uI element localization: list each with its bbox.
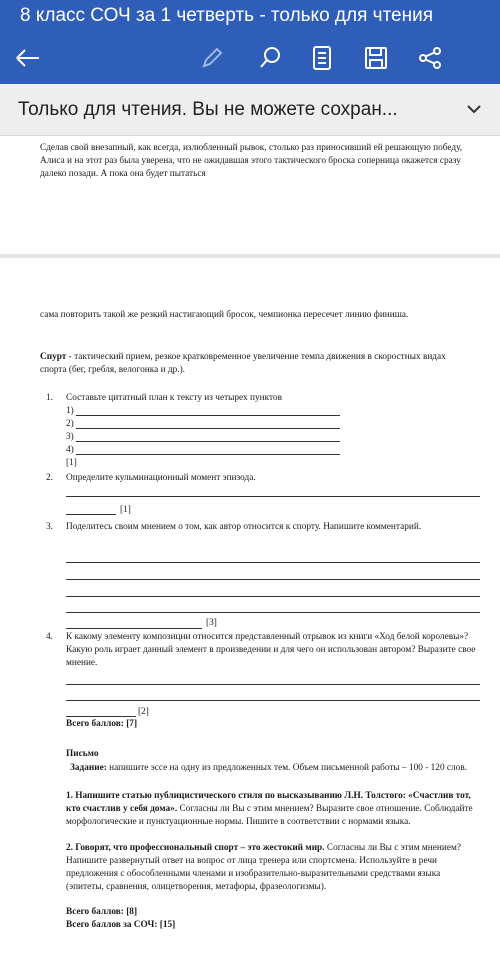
app-toolbar xyxy=(0,32,500,84)
topic-1-heading: 1. Напишите статью публицистического стиля по высказыванию Л.Н. Толстого: «Счастлив тот, кто счастлив у себя дома». xyxy=(66,791,471,814)
writing-task xyxy=(66,762,480,775)
reader-view-icon[interactable] xyxy=(306,42,338,74)
document-page-1 xyxy=(0,136,500,254)
window-title-bar xyxy=(0,0,500,32)
document-page-2 xyxy=(0,258,500,971)
answer-line[interactable] xyxy=(76,415,340,416)
window-title: 8 класс СОЧ за 1 четверть - только для чтения xyxy=(20,5,434,26)
question-1-score: [1] xyxy=(66,458,77,468)
question-3-score: [3] xyxy=(206,618,217,628)
answer-line[interactable] xyxy=(66,579,480,580)
plan-item-1: 1) xyxy=(66,406,74,416)
question-4-number: 4. xyxy=(46,632,53,642)
chevron-down-icon[interactable] xyxy=(464,99,484,125)
back-arrow-icon[interactable] xyxy=(12,42,44,74)
story-continuation: сама повторить такой же резкий настигающий бросок, чемпионка пересечет линию финиша. xyxy=(40,310,409,320)
share-icon[interactable] xyxy=(414,42,446,74)
term-word: Спурт xyxy=(40,352,67,362)
question-3-number: 3. xyxy=(46,522,53,532)
pencil-icon[interactable] xyxy=(196,42,228,74)
answer-line[interactable] xyxy=(66,716,136,717)
answer-line[interactable] xyxy=(66,562,480,563)
topic-2-instructions: Согласны ли Вы с этим мнением? Напишите развернутый ответ на вопрос от лица тренера или спортсмена. Используйте в речи предложения с обособленными членами и изобразительно-выразительными средствами языка (эпитеты, сравнения, олицетворения, метафоры, фразеологизмы). xyxy=(66,843,461,892)
answer-line[interactable] xyxy=(66,596,480,597)
reading-total-score: Всего баллов: [7] xyxy=(66,719,138,729)
essay-topic-1 xyxy=(66,790,480,829)
question-2-score: [1] xyxy=(120,505,131,515)
answer-line[interactable] xyxy=(66,628,202,629)
read-only-banner[interactable] xyxy=(0,84,500,136)
question-2-number: 2. xyxy=(46,473,53,483)
question-4-score: [2] xyxy=(138,707,149,717)
save-icon[interactable] xyxy=(360,42,392,74)
search-icon[interactable] xyxy=(254,42,286,74)
plan-item-3: 3) xyxy=(66,432,74,442)
question-1-number: 1. xyxy=(46,393,53,403)
term-definition-text: - тактический прием, резкое кратковременное увеличение темпа движения в скоростных видах спорта (бег, гребля, велогонка и др.). xyxy=(40,352,446,375)
read-only-banner-text: Только для чтения. Вы не можете сохран... xyxy=(18,98,398,120)
essay-topic-2 xyxy=(66,842,480,894)
answer-line[interactable] xyxy=(66,496,480,497)
question-4-text: К какому элементу композиции относится представленный отрывок из книги «Ход белой королевы»? Какую роль играет данный элемент в произведении и для чего он использован автором? Выразите свое мнение. xyxy=(66,632,476,668)
answer-line[interactable] xyxy=(76,441,340,442)
answer-line[interactable] xyxy=(66,514,116,515)
question-1-text: Составьте цитатный план к тексту из четырех пунктов xyxy=(66,393,282,403)
topic-2-heading: 2. Говорят, что профессиональный спорт – это жестокий мир. xyxy=(66,843,325,853)
overall-total-score: Всего баллов за СОЧ: [15] xyxy=(66,920,176,930)
plan-item-4: 4) xyxy=(66,445,74,455)
answer-line[interactable] xyxy=(76,428,340,429)
answer-line[interactable] xyxy=(66,612,480,613)
question-3-text: Поделитесь своим мнением о том, как автор относится к спорту. Напишите комментарий. xyxy=(66,522,422,532)
term-definition xyxy=(40,351,472,377)
answer-line[interactable] xyxy=(76,454,340,455)
answer-line[interactable] xyxy=(66,700,480,701)
question-2-text: Определите кульминационный момент эпизода. xyxy=(66,473,256,483)
writing-section-title: Письмо xyxy=(66,749,99,759)
task-label: Задание: xyxy=(70,763,107,773)
answer-line[interactable] xyxy=(66,684,480,685)
topic-1-instructions: Согласны ли Вы с этим мнением? Выразите свое отношение. Соблюдайте морфологические и пунктуационные нормы. Пишите в соответствии с нормами языка. xyxy=(66,804,473,827)
task-text: напишите эссе на одну из предложенных тем. Объем письменной работы – 100 - 120 слов. xyxy=(106,763,468,773)
writing-total-score: Всего баллов: [8] xyxy=(66,907,138,917)
story-paragraph: Сделав свой внезапный, как всегда, излюбленный рывок, столько раз приносивший ей решающую победу, Алиса и на этот раз была уверена, что не ожидавшая этого тактического броска соперница окажется сразу далеко позади. А пока она будет пытаться xyxy=(40,143,463,179)
plan-item-2: 2) xyxy=(66,419,74,429)
